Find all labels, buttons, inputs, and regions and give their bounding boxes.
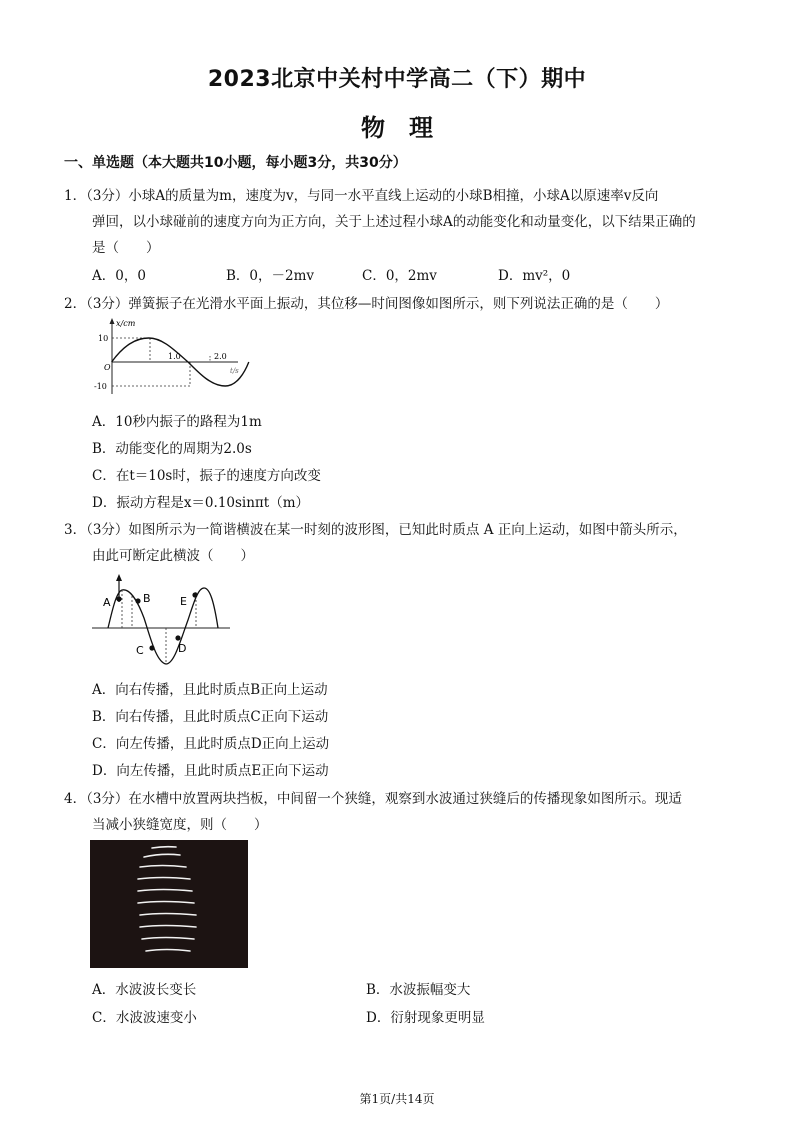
- page-title: 2023北京中关村中学高二（下）期中: [207, 67, 587, 92]
- subject-title: 物 理: [361, 114, 433, 142]
- q2-displacement-time-graph: [92, 316, 252, 398]
- q4-water-wave-photo: [90, 840, 248, 968]
- q2-graph-ybottom: -10: [94, 382, 107, 391]
- q1-text-line1: 1．（3分）小球A的质量为m，速度为v，与同一水平直线上运动的小球B相撞，小球A以原速率v反向: [64, 188, 659, 204]
- q3-text-line2: 由此可断定此横波（ ）: [92, 548, 254, 564]
- q3-wave-diagram: [92, 572, 232, 668]
- q2-graph-xlabel: t/s: [230, 367, 239, 375]
- q1-option-a[interactable]: A．0，0: [92, 268, 146, 284]
- q3-text-line1: 3．（3分）如图所示为一简谐横波在某一时刻的波形图，已知此时质点 A 正向上运动，如图中箭头所示，: [64, 522, 687, 538]
- section-heading: 一、单选题（本大题共10小题，每小题3分，共30分）: [64, 155, 407, 171]
- q3-option-c[interactable]: C．向左传播，且此时质点D正向上运动: [92, 736, 330, 752]
- q4-text-line2: 当减小狭缝宽度，则（ ）: [92, 817, 268, 833]
- page-footer: 第1页/共14页: [359, 1092, 435, 1106]
- q2-option-c[interactable]: C．在t＝10s时，振子的速度方向改变: [92, 468, 321, 484]
- q3-point-d: D: [178, 642, 187, 655]
- q2-graph-t2: 2.0: [214, 352, 227, 361]
- q1-text-line2: 弹回，以小球碰前的速度方向为正方向，关于上述过程小球A的动能变化和动量变化，以下结果正确的: [92, 214, 696, 230]
- q3-option-b[interactable]: B．向右传播，且此时质点C正向下运动: [92, 709, 329, 725]
- q4-option-a[interactable]: A．水波波长变长: [92, 982, 197, 998]
- q3-point-c: C: [136, 644, 144, 657]
- q2-graph-ylabel: x/cm: [116, 319, 136, 328]
- q4-option-c[interactable]: C．水波波速变小: [92, 1010, 197, 1026]
- q2-option-b[interactable]: B．动能变化的周期为2.0s: [92, 441, 252, 457]
- q2-graph-origin: O: [104, 363, 111, 372]
- q1-option-c[interactable]: C．0，2mv: [362, 268, 437, 284]
- q4-text-line1: 4．（3分）在水槽中放置两块挡板，中间留一个狭缝，观察到水波通过狭缝后的传播现象如图所示。现适: [64, 791, 682, 807]
- q4-option-d[interactable]: D．衍射现象更明显: [366, 1010, 485, 1026]
- q2-graph-ytop: 10: [98, 334, 109, 343]
- q3-option-a[interactable]: A．向右传播，且此时质点B正向上运动: [92, 682, 328, 698]
- q1-option-d[interactable]: D．mv²，0: [498, 268, 571, 284]
- q3-option-d[interactable]: D．向左传播，且此时质点E正向下运动: [92, 763, 329, 779]
- q1-text-line3: 是（ ）: [92, 240, 160, 256]
- q3-point-a: A: [103, 596, 111, 609]
- q2-graph-t1: 1.0: [168, 352, 181, 361]
- q2-text-line1: 2．（3分）弹簧振子在光滑水平面上振动，其位移—时间图像如图所示，则下列说法正确的是（ ）: [64, 296, 669, 312]
- q3-point-b: B: [143, 592, 151, 605]
- q4-option-b[interactable]: B．水波振幅变大: [366, 982, 471, 998]
- q2-option-d[interactable]: D．振动方程是x＝0.10sinπt（m）: [92, 495, 310, 511]
- q3-point-e: E: [180, 595, 187, 608]
- q1-option-b[interactable]: B．0，－2mv: [226, 268, 315, 284]
- q2-option-a[interactable]: A．10秒内振子的路程为1m: [92, 414, 262, 430]
